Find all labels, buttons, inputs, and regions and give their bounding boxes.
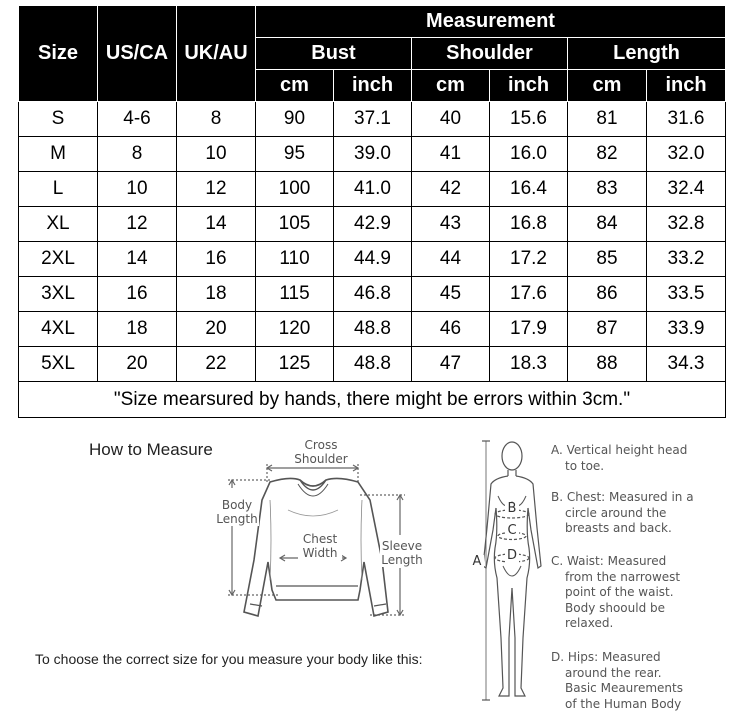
step-b: B. Chest: Measured in a circle around the breasts and back. [551, 490, 694, 535]
table-cell: 20 [98, 347, 177, 382]
table-cell: 90 [256, 102, 334, 137]
size-cell: 4XL [19, 312, 98, 347]
table-cell: 18.3 [490, 347, 568, 382]
table-cell: 40 [412, 102, 490, 137]
table-cell: 10 [98, 172, 177, 207]
table-cell: 8 [98, 137, 177, 172]
table-cell: 87 [568, 312, 647, 347]
table-cell: 46.8 [334, 277, 412, 312]
table-cell: 32.4 [647, 172, 726, 207]
table-cell: 4-6 [98, 102, 177, 137]
how-to-measure-title: How to Measure [89, 440, 213, 459]
table-row [19, 137, 726, 172]
table-cell: 15.6 [490, 102, 568, 137]
table-cell: 44 [412, 242, 490, 277]
table-cell: 41.0 [334, 172, 412, 207]
table-cell: 46 [412, 312, 490, 347]
table-cell: 18 [177, 277, 256, 312]
sleeve-length-label: Sleeve Length [381, 539, 423, 567]
table-cell: 120 [256, 312, 334, 347]
group-header-bust: Bust [256, 38, 412, 70]
table-cell: 31.6 [647, 102, 726, 137]
size-cell: 2XL [19, 242, 98, 277]
col-header-ukau: UK/AU [177, 6, 256, 102]
unit-header: cm [412, 70, 490, 102]
table-cell: 20 [177, 312, 256, 347]
table-cell: 33.9 [647, 312, 726, 347]
col-header-size: Size [19, 6, 98, 102]
table-cell: 14 [98, 242, 177, 277]
table-cell: 18 [98, 312, 177, 347]
table-cell: 42.9 [334, 207, 412, 242]
table-cell: 12 [98, 207, 177, 242]
table-cell: 48.8 [334, 347, 412, 382]
table-cell: 45 [412, 277, 490, 312]
group-header-length: Length [568, 38, 726, 70]
table-row [19, 242, 726, 277]
unit-header: inch [647, 70, 726, 102]
table-cell: 16 [98, 277, 177, 312]
mark-a: A [470, 555, 484, 569]
table-cell: 48.8 [334, 312, 412, 347]
mark-d: D [506, 548, 517, 563]
unit-header: cm [256, 70, 334, 102]
table-cell: 16.4 [490, 172, 568, 207]
human-body-figure [465, 438, 555, 708]
step-c: C. Waist: Measured from the narrowest point of the waist. Body shoould be relaxed. [551, 554, 681, 630]
mark-b: B [505, 502, 519, 516]
table-cell: 32.0 [647, 137, 726, 172]
size-rows [19, 102, 726, 382]
table-cell: 8 [177, 102, 256, 137]
table-cell: 81 [568, 102, 647, 137]
table-cell: 33.5 [647, 277, 726, 312]
step-a: A. Vertical height head to toe. [551, 443, 688, 473]
table-cell: 86 [568, 277, 647, 312]
table-row [19, 172, 726, 207]
table-cell: 88 [568, 347, 647, 382]
table-cell: 85 [568, 242, 647, 277]
cross-shoulder-label: Cross Shoulder [294, 438, 348, 466]
table-cell: 32.8 [647, 207, 726, 242]
table-cell: 43 [412, 207, 490, 242]
table-cell: 41 [412, 137, 490, 172]
size-cell: 3XL [19, 277, 98, 312]
unit-header: inch [334, 70, 412, 102]
unit-header: inch [490, 70, 568, 102]
measurement-note: "Size mearsured by hands, there might be errors within 3cm." [19, 382, 726, 418]
table-cell: 105 [256, 207, 334, 242]
table-cell: 110 [256, 242, 334, 277]
size-cell: 5XL [19, 347, 98, 382]
table-cell: 47 [412, 347, 490, 382]
table-cell: 84 [568, 207, 647, 242]
unit-header: cm [568, 70, 647, 102]
size-cell: L [19, 172, 98, 207]
table-cell: 10 [177, 137, 256, 172]
size-cell: M [19, 137, 98, 172]
table-row [19, 312, 726, 347]
table-cell: 12 [177, 172, 256, 207]
table-cell: 17.9 [490, 312, 568, 347]
table-cell: 37.1 [334, 102, 412, 137]
col-header-usca: US/CA [98, 6, 177, 102]
table-cell: 33.2 [647, 242, 726, 277]
table-cell: 83 [568, 172, 647, 207]
table-cell: 17.6 [490, 277, 568, 312]
size-chart-table [18, 5, 726, 418]
table-cell: 16.0 [490, 137, 568, 172]
table-cell: 16 [177, 242, 256, 277]
size-cell: S [19, 102, 98, 137]
table-cell: 44.9 [334, 242, 412, 277]
body-length-label: Body Length [216, 498, 258, 526]
table-cell: 115 [256, 277, 334, 312]
table-cell: 34.3 [647, 347, 726, 382]
table-row [19, 102, 726, 137]
mark-c: C [505, 524, 519, 538]
table-cell: 39.0 [334, 137, 412, 172]
table-cell: 17.2 [490, 242, 568, 277]
table-cell: 95 [256, 137, 334, 172]
table-cell: 125 [256, 347, 334, 382]
table-cell: 22 [177, 347, 256, 382]
step-d: D. Hips: Measured around the rear. Basic Meaurements of the Human Body [551, 650, 683, 711]
table-cell: 42 [412, 172, 490, 207]
table-cell: 16.8 [490, 207, 568, 242]
measure-instruction: To choose the correct size for you measure your body like this: [35, 651, 423, 667]
size-cell: XL [19, 207, 98, 242]
table-row [19, 207, 726, 242]
table-cell: 14 [177, 207, 256, 242]
table-row [19, 347, 726, 382]
table-cell: 82 [568, 137, 647, 172]
measurement-header: Measurement [256, 6, 726, 38]
table-row [19, 277, 726, 312]
table-cell: 100 [256, 172, 334, 207]
group-header-shoulder: Shoulder [412, 38, 568, 70]
chest-width-label: Chest Width [298, 532, 342, 560]
